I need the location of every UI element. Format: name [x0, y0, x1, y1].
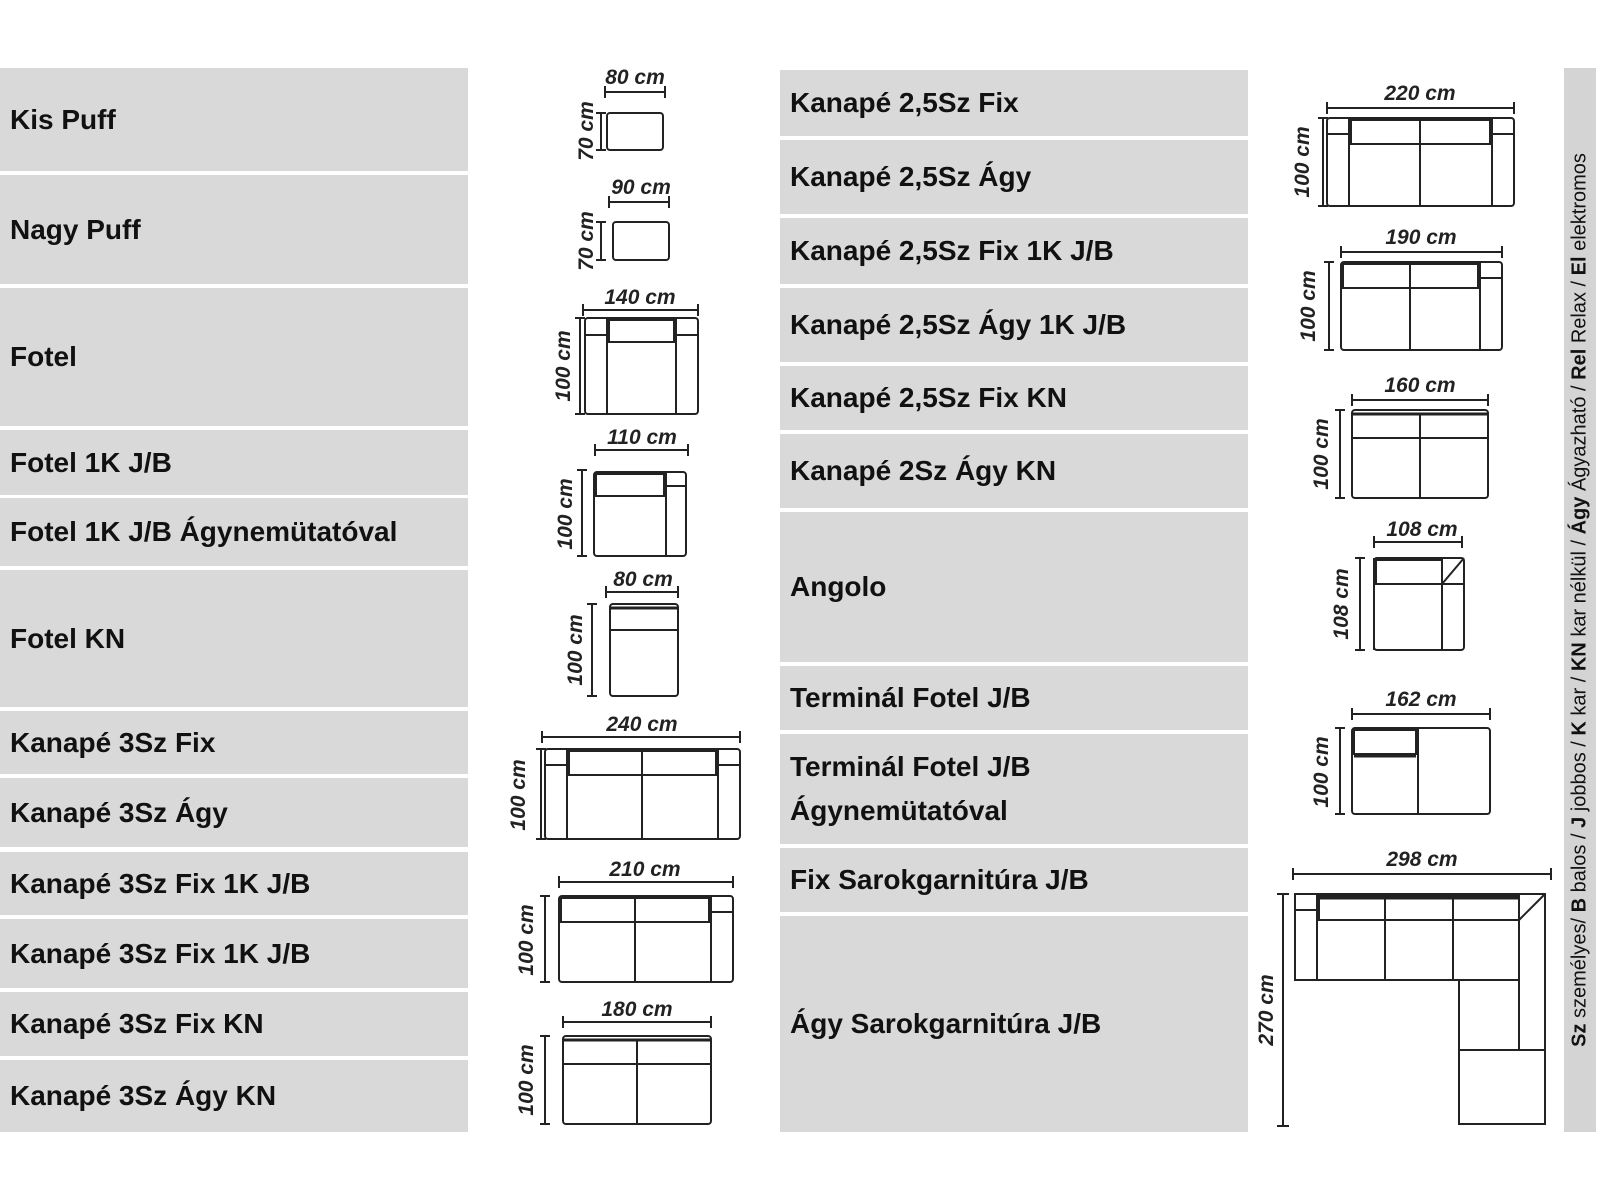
label-fix-sarok: Fix Sarokgarnitúra J/B [780, 848, 1248, 912]
dim-kanape-25sz-1k-width: 190 cm [1385, 226, 1457, 249]
diagram-nagy-puff [575, 176, 685, 280]
label-kanape-3sz-fix-1k: Kanapé 3Sz Fix 1K J/B [0, 852, 468, 915]
dim-terminal-width: 162 cm [1385, 688, 1457, 711]
label-fotel-1k-agynemu: Fotel 1K J/B Ágynemütatóval [0, 498, 468, 566]
label-kanape-25sz-agy: Kanapé 2,5Sz Ágy [780, 140, 1248, 214]
dim-kanape-3sz-depth: 100 cm [507, 759, 530, 831]
dim-nagy-puff-depth: 70 cm [575, 211, 598, 271]
diagram-fotel-1k [554, 426, 710, 560]
label-kanape-3sz-fix-1k-2: Kanapé 3Sz Fix 1K J/B [0, 919, 468, 988]
dim-angolo-depth: 108 cm [1330, 568, 1353, 640]
legend-sidebar [1564, 68, 1596, 1132]
diagram-kanape-25sz-1k [1295, 222, 1525, 357]
dim-kanape-kn-depth: 100 cm [1310, 418, 1333, 490]
label-kanape-3sz-agy: Kanapé 3Sz Ágy [0, 778, 468, 847]
diagram-kanape-25sz [1285, 78, 1525, 213]
label-kanape-2sz-agy-kn: Kanapé 2Sz Ágy KN [780, 434, 1248, 508]
label-fotel-1k: Fotel 1K J/B [0, 430, 468, 495]
dim-kanape-3sz-kn-depth: 100 cm [515, 1044, 538, 1116]
label-terminal-fotel: Terminál Fotel J/B [780, 666, 1248, 730]
dim-fotel-width: 140 cm [604, 286, 676, 309]
dim-kis-puff-width: 80 cm [605, 66, 665, 89]
dim-kanape-25sz-depth: 100 cm [1291, 126, 1314, 198]
label-fotel-kn: Fotel KN [0, 570, 468, 707]
dim-kanape-3sz-1k-depth: 100 cm [515, 904, 538, 976]
diagram-kanape-3sz-1k [515, 858, 745, 988]
dim-fotel-depth: 100 cm [552, 330, 575, 402]
label-kanape-25sz-fix: Kanapé 2,5Sz Fix [780, 70, 1248, 136]
diagram-terminal [1310, 680, 1510, 820]
diagram-kis-puff [575, 66, 685, 170]
label-terminal-fotel-line2: Ágynemütatóval [790, 795, 1008, 826]
dim-angolo-width: 108 cm [1386, 518, 1458, 541]
dim-kanape-25sz-width: 220 cm [1384, 82, 1456, 105]
label-kanape-25sz-fix-1k: Kanapé 2,5Sz Fix 1K J/B [780, 218, 1248, 284]
diagram-angolo [1330, 520, 1490, 660]
label-fotel: Fotel [0, 288, 468, 426]
dim-fotel-1k-width: 110 cm [607, 426, 677, 449]
legend-text: Sz személyes/ B balos / J jobbos / K kar / KN kar nélkül / Ágy Ágyazható / Rel Relax / El elektromos [1568, 153, 1591, 1047]
dim-sarok-width: 298 cm [1386, 848, 1458, 871]
diagram-kanape-kn [1310, 370, 1510, 505]
diagram-kanape-3sz [505, 715, 745, 845]
diagram-sarok [1255, 850, 1555, 1135]
dim-fotel-1k-depth: 100 cm [554, 478, 577, 550]
diagram-fotel [550, 286, 710, 420]
label-kanape-25sz-fix-kn: Kanapé 2,5Sz Fix KN [780, 366, 1248, 430]
dim-kanape-25sz-1k-depth: 100 cm [1297, 270, 1320, 342]
label-nagy-puff: Nagy Puff [0, 175, 468, 284]
label-kanape-3sz-fix-kn: Kanapé 3Sz Fix KN [0, 992, 468, 1056]
label-terminal-fotel-line1: Terminál Fotel J/B [790, 751, 1031, 782]
label-kanape-3sz-agy-kn: Kanapé 3Sz Ágy KN [0, 1060, 468, 1132]
label-terminal-fotel-agynemu [780, 734, 1248, 844]
dim-fotel-kn-width: 80 cm [613, 568, 673, 591]
dim-kis-puff-depth: 70 cm [575, 101, 598, 161]
dim-nagy-puff-width: 90 cm [611, 176, 671, 199]
dim-kanape-3sz-kn-width: 180 cm [601, 998, 673, 1021]
dim-fotel-kn-depth: 100 cm [564, 614, 587, 686]
dim-kanape-3sz-1k-width: 210 cm [609, 858, 681, 881]
label-kanape-25sz-agy-1k: Kanapé 2,5Sz Ágy 1K J/B [780, 288, 1248, 362]
dim-kanape-kn-width: 160 cm [1384, 374, 1456, 397]
dim-kanape-3sz-width: 240 cm [606, 713, 678, 736]
label-angolo: Angolo [780, 512, 1248, 662]
diagram-fotel-kn [564, 568, 690, 700]
label-kis-puff: Kis Puff [0, 68, 468, 171]
label-kanape-3sz-fix: Kanapé 3Sz Fix [0, 711, 468, 774]
dim-sarok-depth: 270 cm [1255, 974, 1278, 1046]
diagram-kanape-3sz-kn [515, 1000, 745, 1130]
dim-terminal-depth: 100 cm [1310, 736, 1333, 808]
label-agy-sarok: Ágy Sarokgarnitúra J/B [780, 916, 1248, 1132]
